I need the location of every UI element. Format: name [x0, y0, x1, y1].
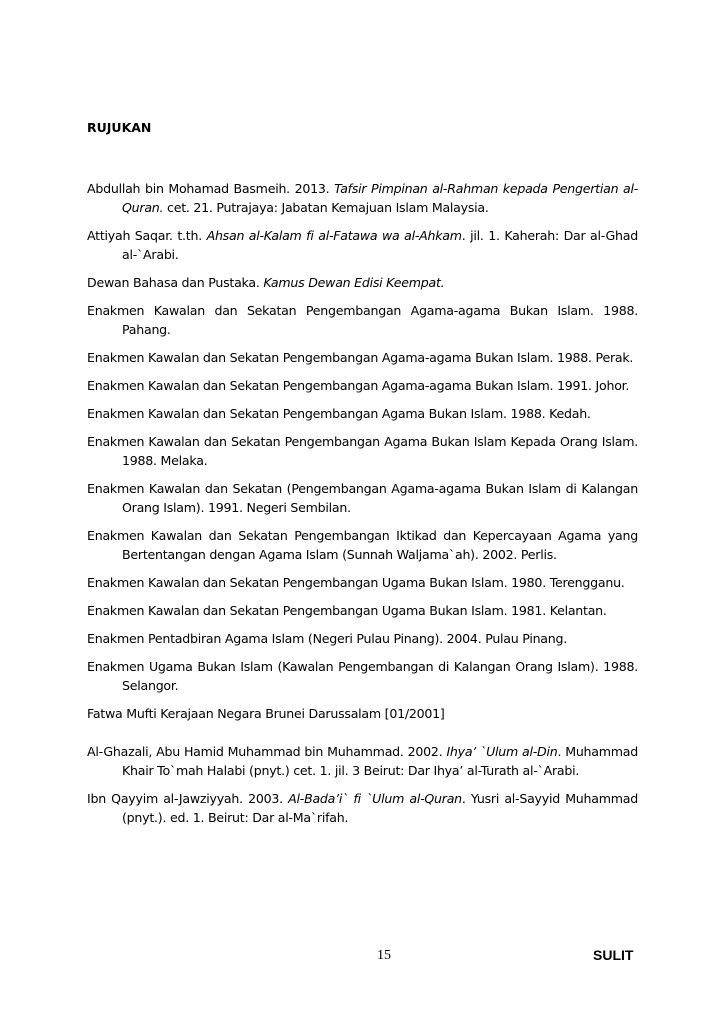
reference-item: [87, 657, 638, 695]
reference-details: cet. 21. Putrajaya: Jabatan Kemajuan Islam Malaysia.: [163, 200, 489, 215]
reference-item: [87, 742, 638, 780]
reference-item: [87, 273, 638, 292]
reference-item: [87, 179, 638, 217]
reference-text: Enakmen Kawalan dan Sekatan (Pengembangan Agama-agama Bukan Islam di Kalangan Orang Islam). 1991. Negeri Sembilan.: [87, 481, 638, 515]
reference-text: Enakmen Kawalan dan Sekatan Pengembangan Ugama Bukan Islam. 1980. Terengganu.: [87, 575, 625, 590]
reference-details: . Muhammad Khair To`mah Halabi (pnyt.) cet. 1. jil. 3 Beirut: Dar Ihya’ al-Turath al-`Arabi.: [122, 744, 638, 778]
reference-item: [87, 432, 638, 470]
classification-label: SULIT: [593, 947, 634, 963]
reference-author-year: Dewan Bahasa dan Pustaka.: [87, 275, 264, 290]
reference-text: Enakmen Kawalan dan Sekatan Pengembangan Agama Bukan Islam. 1988. Kedah.: [87, 406, 591, 421]
reference-text: Enakmen Kawalan dan Sekatan Pengembangan Agama Bukan Islam Kepada Orang Islam. 1988. Melaka.: [87, 434, 638, 468]
reference-text: Fatwa Mufti Kerajaan Negara Brunei Darussalam [01/2001]: [87, 706, 445, 721]
reference-item: [87, 226, 638, 264]
reference-title: Ihya’ `Ulum al-Din: [446, 744, 558, 759]
reference-item: [87, 573, 638, 592]
reference-author-year: Ibn Qayyim al-Jawziyyah. 2003.: [87, 791, 289, 806]
reference-author-year: Abdullah bin Mohamad Basmeih. 2013.: [87, 181, 335, 196]
reference-details: . jil. 1. Kaherah: Dar al-Ghad al-`Arabi.: [122, 228, 638, 262]
reference-item: [87, 348, 638, 367]
reference-text: Enakmen Ugama Bukan Islam (Kawalan Pengembangan di Kalangan Orang Islam). 1988. Selangor.: [87, 659, 638, 693]
reference-title: Al-Bada’i` fi `Ulum al-Quran: [288, 791, 462, 806]
reference-title: Ahsan al-Kalam fi al-Fatawa wa al-Ahkam: [206, 228, 462, 243]
reference-details: . Yusri al-Sayyid Muhammad (pnyt.). ed. 1. Beirut: Dar al-Ma`rifah.: [122, 791, 638, 825]
reference-item: [87, 629, 638, 648]
reference-list: [87, 179, 638, 836]
reference-text: Enakmen Pentadbiran Agama Islam (Negeri Pulau Pinang). 2004. Pulau Pinang.: [87, 631, 568, 646]
reference-item: [87, 479, 638, 517]
reference-item: [87, 376, 638, 395]
reference-item: [87, 704, 638, 723]
reference-text: Enakmen Kawalan dan Sekatan Pengembangan Ugama Bukan Islam. 1981. Kelantan.: [87, 603, 607, 618]
reference-item: [87, 789, 638, 827]
reference-title: Kamus Dewan Edisi Keempat.: [263, 275, 445, 290]
page-number: 15: [377, 948, 391, 963]
reference-item: [87, 601, 638, 620]
reference-item: [87, 526, 638, 564]
reference-author-year: Attiyah Saqar. t.th.: [87, 228, 207, 243]
reference-text: Enakmen Kawalan dan Sekatan Pengembangan Agama-agama Bukan Islam. 1988. Perak.: [87, 350, 634, 365]
reference-author-year: Al-Ghazali, Abu Hamid Muhammad bin Muhammad. 2002.: [87, 744, 447, 759]
reference-text: Enakmen Kawalan dan Sekatan Pengembangan Agama-agama Bukan Islam. 1988. Pahang.: [87, 303, 638, 337]
reference-title: Tafsir Pimpinan al-Rahman kepada Pengertian al-Quran.: [122, 181, 638, 215]
reference-item: [87, 301, 638, 339]
reference-text: Enakmen Kawalan dan Sekatan Pengembangan Iktikad dan Kepercayaan Agama yang Bertentangan dengan Agama Islam (Sunnah Waljama`ah). 2002. Perlis.: [87, 528, 638, 562]
reference-item: [87, 404, 638, 423]
section-heading: RUJUKAN: [87, 120, 152, 135]
reference-text: Enakmen Kawalan dan Sekatan Pengembangan Agama-agama Bukan Islam. 1991. Johor.: [87, 378, 630, 393]
